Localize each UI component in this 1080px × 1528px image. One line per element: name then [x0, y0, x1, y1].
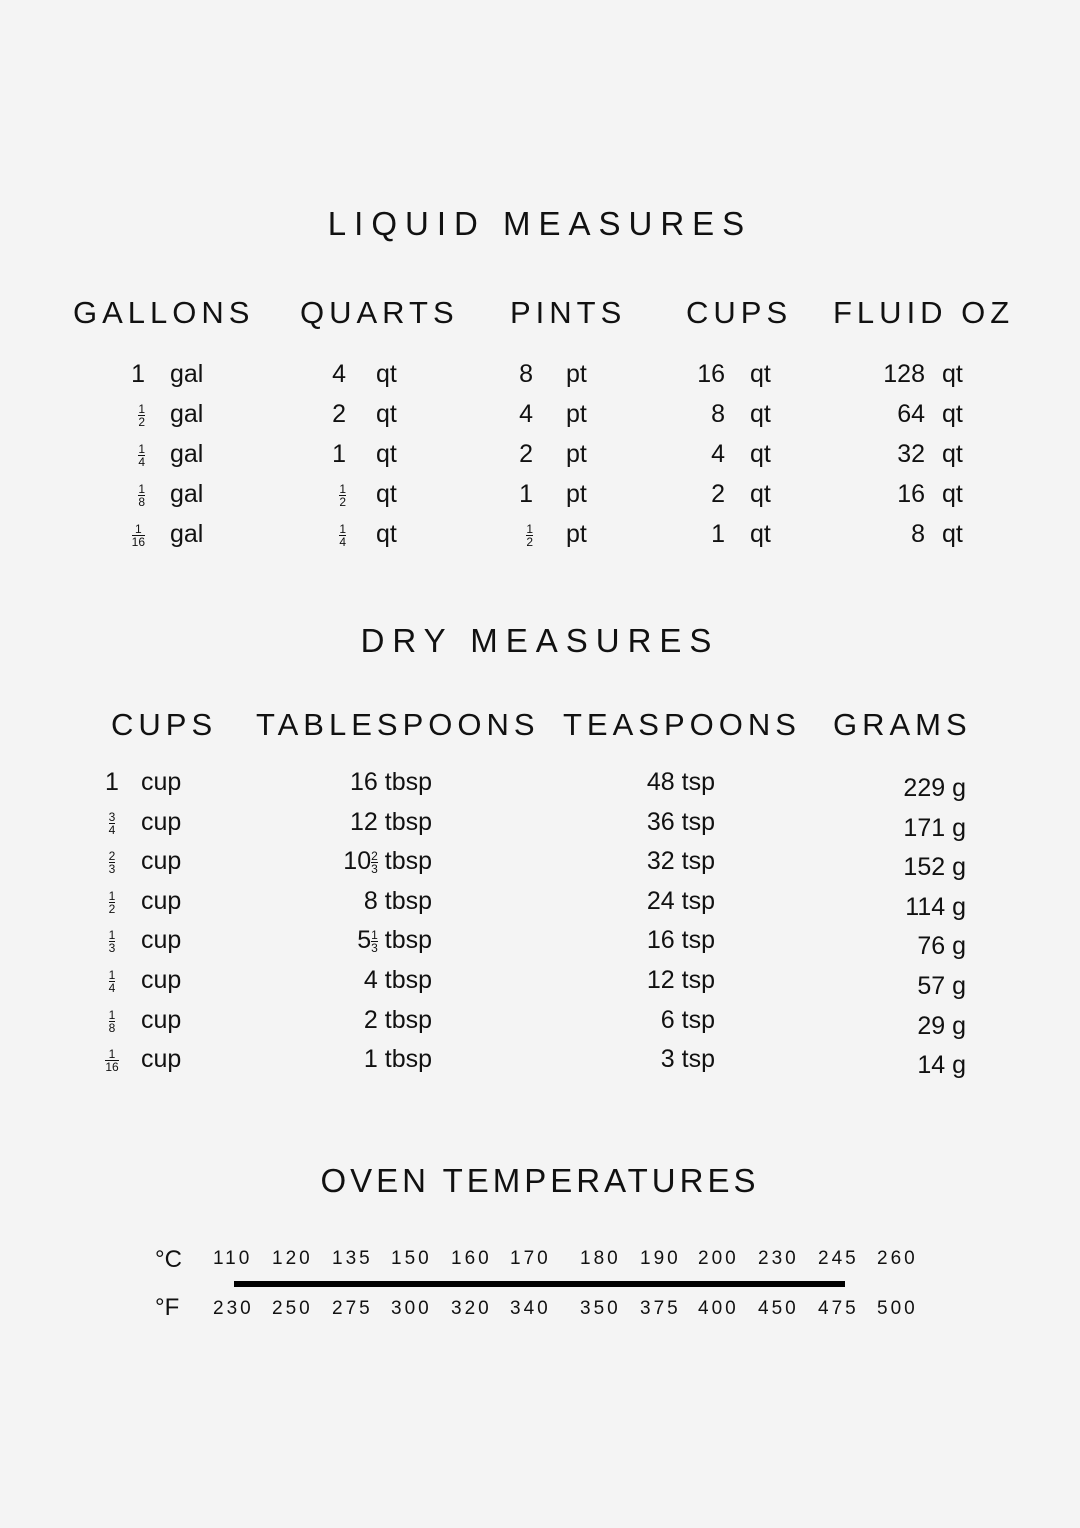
fahrenheit-value: 500: [877, 1298, 918, 1319]
fahrenheit-value: 450: [758, 1298, 799, 1319]
dry-cup-unit: cup: [141, 1045, 182, 1073]
celsius-label: °C: [155, 1246, 182, 1273]
dry-cup-amount: [99, 1006, 125, 1035]
liquid-amount: [286, 480, 346, 509]
dry-teaspoons: 6 tsp: [660, 1006, 715, 1034]
liquid-amount: 8: [911, 520, 925, 548]
fraction: $\frac{2}{3}$: [371, 848, 378, 876]
dry-teaspoons: 12 tsp: [646, 966, 715, 994]
dry-cup-amount: [99, 887, 125, 916]
liquid-amount: 2: [519, 440, 533, 468]
dry-tablespoons: 4 tbsp: [363, 966, 432, 994]
liquid-amount: [85, 400, 145, 429]
header-cups-dry: CUPS: [111, 707, 218, 742]
celsius-value: 190: [640, 1248, 681, 1269]
liquid-amount: 2: [711, 480, 725, 508]
dry-tablespoons: 16 tbsp: [349, 768, 432, 796]
celsius-value: 200: [698, 1248, 739, 1269]
fahrenheit-value: 320: [451, 1298, 492, 1319]
dry-grams: 229 g: [903, 774, 966, 802]
celsius-value: 160: [451, 1248, 492, 1269]
fraction: $\frac{1}{16}$: [105, 1046, 119, 1074]
liquid-amount: [473, 520, 533, 549]
header-pints: PINTS: [510, 295, 627, 330]
header-gallons: GALLONS: [73, 295, 255, 330]
dry-teaspoons: 48 tsp: [646, 768, 715, 796]
liquid-unit: gal: [170, 440, 204, 468]
dry-tablespoons: 8 tbsp: [363, 887, 432, 915]
header-grams: GRAMS: [833, 707, 972, 742]
liquid-amount: 1: [131, 360, 145, 388]
liquid-amount: 1: [519, 480, 533, 508]
fraction: $\frac{1}{16}$: [131, 521, 145, 549]
fraction: $\frac{1}{2}$: [138, 401, 145, 429]
dry-grams: 171 g: [903, 814, 966, 842]
celsius-value: 230: [758, 1248, 799, 1269]
liquid-unit: qt: [376, 520, 397, 548]
header-fluid-oz: FLUID OZ: [833, 295, 1015, 330]
celsius-value: 150: [391, 1248, 432, 1269]
fahrenheit-value: 350: [580, 1298, 621, 1319]
dry-cup-amount: [99, 847, 125, 876]
liquid-amount: 2: [332, 400, 346, 428]
dry-cup-amount: [99, 966, 125, 995]
liquid-unit: gal: [170, 360, 204, 388]
dry-grams: 14 g: [917, 1051, 966, 1079]
fraction: $\frac{1}{2}$: [339, 481, 346, 509]
liquid-amount: 4: [332, 360, 346, 388]
liquid-unit: gal: [170, 480, 204, 508]
liquid-unit: qt: [942, 400, 963, 428]
liquid-amount: [85, 520, 145, 549]
liquid-unit: qt: [942, 440, 963, 468]
dry-cup-unit: cup: [141, 966, 182, 994]
liquid-unit: pt: [566, 440, 587, 468]
fraction: $\frac{1}{8}$: [138, 481, 145, 509]
liquid-unit: qt: [376, 480, 397, 508]
fahrenheit-value: 340: [510, 1298, 551, 1319]
fahrenheit-value: 230: [213, 1298, 254, 1319]
liquid-amount: 16: [897, 480, 925, 508]
header-quarts: QUARTS: [300, 295, 459, 330]
liquid-amount: 4: [711, 440, 725, 468]
liquid-unit: qt: [376, 400, 397, 428]
oven-temperatures-title: OVEN TEMPERATURES: [320, 1162, 760, 1199]
celsius-value: 170: [510, 1248, 551, 1269]
celsius-value: 245: [818, 1248, 859, 1269]
dry-measures-title: DRY MEASURES: [360, 622, 720, 659]
celsius-value: 110: [213, 1248, 253, 1269]
fraction: $\frac{3}{4}$: [108, 809, 116, 837]
liquid-measures-title: LIQUID MEASURES: [327, 205, 753, 242]
liquid-unit: pt: [566, 520, 587, 548]
liquid-amount: 128: [883, 360, 925, 388]
liquid-amount: [85, 480, 145, 509]
liquid-unit: qt: [750, 520, 771, 548]
dry-grams: 57 g: [917, 972, 966, 1000]
liquid-unit: qt: [750, 480, 771, 508]
fraction: $\frac{1}{3}$: [108, 927, 116, 955]
fahrenheit-value: 375: [640, 1298, 681, 1319]
fahrenheit-label: °F: [155, 1294, 180, 1321]
liquid-unit: pt: [566, 480, 587, 508]
fahrenheit-value: 300: [391, 1298, 432, 1319]
dry-cup-unit: cup: [141, 887, 182, 915]
fahrenheit-value: 475: [818, 1298, 859, 1319]
header-cups-liquid: CUPS: [686, 295, 793, 330]
celsius-value: 135: [332, 1248, 373, 1269]
liquid-unit: gal: [170, 520, 204, 548]
dry-cup-unit: cup: [141, 1006, 182, 1034]
dry-tablespoons: 2 tbsp: [363, 1006, 432, 1034]
liquid-unit: gal: [170, 400, 204, 428]
liquid-amount: [85, 440, 145, 469]
liquid-amount: [286, 520, 346, 549]
header-tablespoons: TABLESPOONS: [256, 707, 540, 742]
dry-teaspoons: 16 tsp: [646, 926, 715, 954]
fraction: $\frac{1}{4}$: [108, 967, 116, 995]
dry-teaspoons: 36 tsp: [646, 808, 715, 836]
liquid-unit: qt: [942, 520, 963, 548]
fahrenheit-value: 400: [698, 1298, 739, 1319]
dry-grams: 114 g: [905, 893, 966, 921]
dry-tablespoons: 1 tbsp: [363, 1045, 432, 1073]
liquid-amount: 32: [897, 440, 925, 468]
liquid-amount: 64: [897, 400, 925, 428]
fraction: $\frac{1}{2}$: [108, 888, 116, 916]
liquid-amount: 1: [711, 520, 725, 548]
dry-tablespoons: 5 $\frac{1}{3}$ tbsp: [357, 926, 432, 955]
liquid-amount: 16: [697, 360, 725, 388]
dry-tablespoons: 12 tbsp: [349, 808, 432, 836]
liquid-amount: 1: [332, 440, 346, 468]
header-teaspoons: TEASPOONS: [563, 707, 801, 742]
dry-cup-unit: cup: [141, 808, 182, 836]
celsius-value: 180: [580, 1248, 621, 1269]
dry-cup-unit: cup: [141, 926, 182, 954]
fahrenheit-value: 250: [272, 1298, 313, 1319]
liquid-unit: qt: [376, 360, 397, 388]
dry-grams: 152 g: [903, 853, 966, 881]
fahrenheit-value: 275: [332, 1298, 373, 1319]
dry-cup-amount: [99, 926, 125, 955]
liquid-unit: qt: [750, 360, 771, 388]
dry-tablespoons: 10 $\frac{2}{3}$ tbsp: [343, 847, 432, 876]
temperature-scale-bar: [234, 1281, 845, 1287]
dry-cup-amount: [99, 808, 125, 837]
liquid-unit: qt: [942, 480, 963, 508]
liquid-unit: qt: [750, 400, 771, 428]
liquid-unit: qt: [942, 360, 963, 388]
dry-cup-unit: cup: [141, 847, 182, 875]
dry-teaspoons: 3 tsp: [660, 1045, 715, 1073]
liquid-unit: pt: [566, 360, 587, 388]
celsius-value: 120: [272, 1248, 313, 1269]
dry-teaspoons: 32 tsp: [646, 847, 715, 875]
dry-grams: 76 g: [917, 932, 966, 960]
dry-cup-amount: [99, 1045, 125, 1074]
fraction: $\frac{1}{3}$: [371, 927, 378, 955]
liquid-amount: 8: [519, 360, 533, 388]
fraction: $\frac{1}{2}$: [526, 521, 533, 549]
dry-grams: 29 g: [917, 1012, 966, 1040]
celsius-value: 260: [877, 1248, 918, 1269]
liquid-unit: qt: [750, 440, 771, 468]
fraction: $\frac{2}{3}$: [108, 848, 116, 876]
fraction: $\frac{1}{4}$: [138, 441, 145, 469]
liquid-unit: pt: [566, 400, 587, 428]
fraction: $\frac{1}{4}$: [339, 521, 346, 549]
dry-cup-unit: cup: [141, 768, 182, 796]
liquid-unit: qt: [376, 440, 397, 468]
dry-teaspoons: 24 tsp: [646, 887, 715, 915]
fraction: $\frac{1}{8}$: [108, 1007, 116, 1035]
liquid-amount: 8: [711, 400, 725, 428]
liquid-amount: 4: [519, 400, 533, 428]
dry-cup-amount: 1: [105, 768, 119, 796]
